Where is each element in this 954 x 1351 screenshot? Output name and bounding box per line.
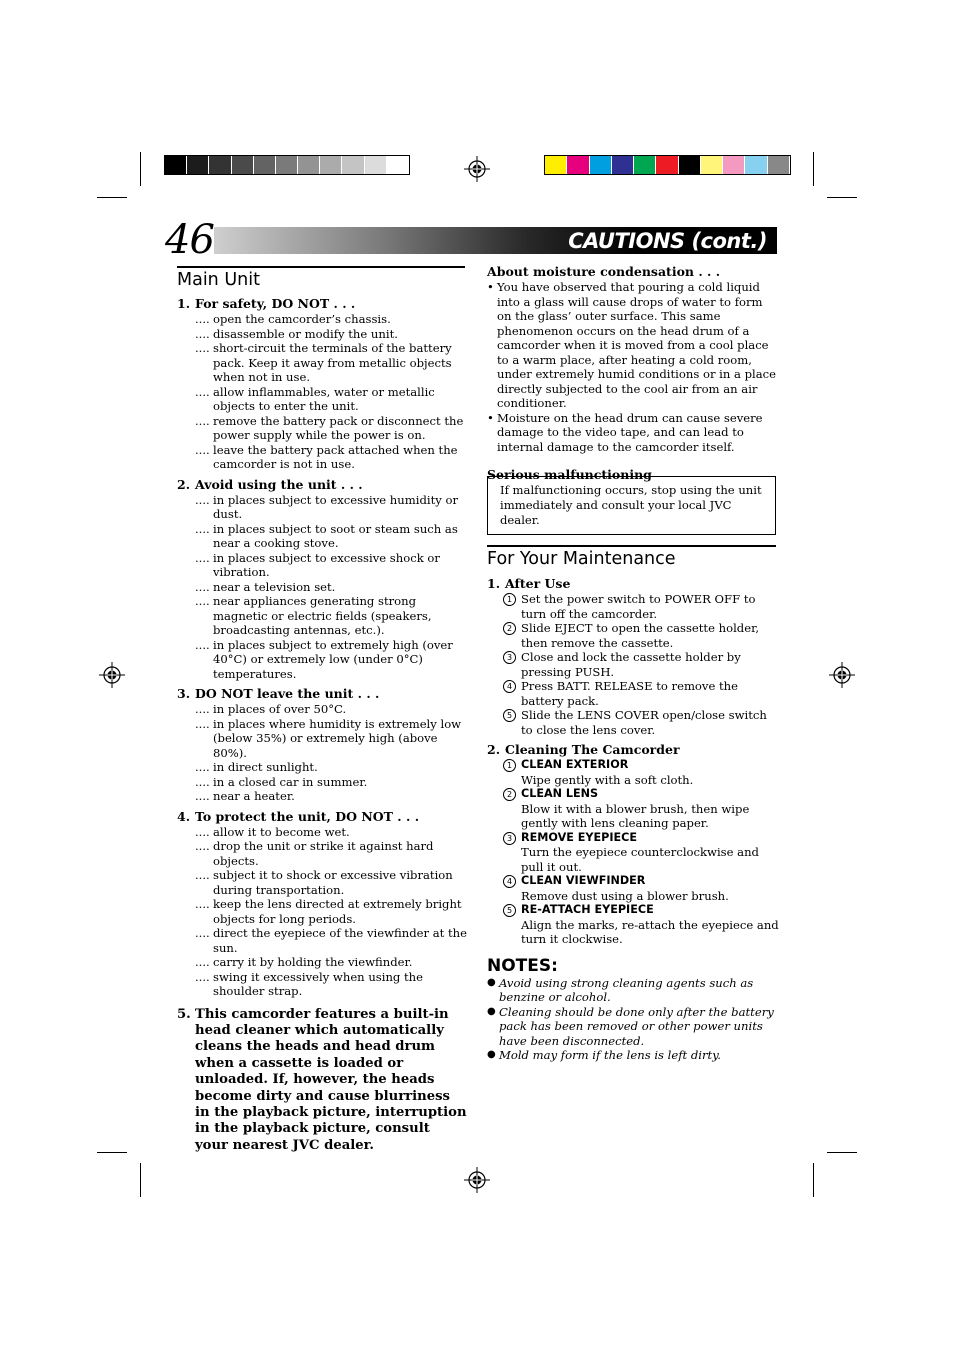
gray-swatch xyxy=(276,156,298,174)
caution-item xyxy=(177,312,467,327)
dot-leader: .... xyxy=(195,442,210,457)
step-heading: RE-ATTACH EYEPIECE xyxy=(521,903,654,916)
maintenance-subtitle-text: Cleaning The Camcorder xyxy=(505,742,680,757)
caution-group xyxy=(177,809,467,999)
maintenance-step xyxy=(487,621,779,650)
caution-item-text: subject it to shock or excessive vibration during transportation. xyxy=(213,868,453,897)
dot-leader: .... xyxy=(195,839,210,853)
step-text: Press BATT. RELEASE to remove the battery pack. xyxy=(521,679,738,708)
step-number-icon: 1 xyxy=(503,593,516,606)
caution-item xyxy=(177,970,467,999)
gray-scale-bar xyxy=(164,155,410,175)
registration-mark-icon xyxy=(99,662,125,688)
caution-item xyxy=(177,839,467,868)
caution-item-text: in places subject to extremely high (over 40°C) or extremely low (under 0°C) temperatures. xyxy=(213,637,453,681)
gray-swatch xyxy=(254,156,276,174)
caution-item-text: direct the eyepiece of the viewfinder at the sun. xyxy=(213,926,467,955)
step-number-icon: 4 xyxy=(503,875,516,888)
note-item xyxy=(487,1048,779,1063)
registration-mark-icon xyxy=(464,156,490,182)
caution-item-text: near a heater. xyxy=(213,789,295,803)
caution-item-text: in places where humidity is extremely low (below 35%) or extremely high (above 80%). xyxy=(213,716,462,760)
crop-mark xyxy=(140,1163,141,1197)
caution-item-text: allow inflammables, water or metallic objects to enter the unit. xyxy=(213,384,435,413)
step-text: Blow it with a blower brush, then wipe gently with lens cleaning paper. xyxy=(521,801,750,830)
color-swatch xyxy=(545,156,567,174)
crop-mark xyxy=(813,152,814,186)
maintenance-heading: For Your Maintenance xyxy=(487,545,776,571)
crop-mark xyxy=(827,1152,857,1153)
note-text: Avoid using strong cleaning agents such as benzine or alcohol. xyxy=(499,975,754,1004)
caution-item-text: swing it excessively when using the shoulder strap. xyxy=(213,969,424,998)
crop-mark xyxy=(97,1152,127,1153)
maintenance-step xyxy=(487,831,779,875)
caution-item-text: in places subject to excessive humidity or dust. xyxy=(213,492,458,521)
maintenance-subtitle xyxy=(487,576,779,592)
caution-item xyxy=(177,789,467,804)
main-unit-heading: Main Unit xyxy=(177,266,465,292)
step-heading: CLEAN VIEWFINDER xyxy=(521,874,646,887)
head-cleaner-note xyxy=(177,1007,467,1155)
step-text: Wipe gently with a soft cloth. xyxy=(521,772,694,787)
malfunction-box: If malfunctioning occurs, stop using the unit immediately and consult your local JVC dealer. xyxy=(487,476,776,535)
gray-swatch xyxy=(320,156,342,174)
caution-item xyxy=(177,551,467,580)
maintenance-subtitle-text: After Use xyxy=(505,576,571,591)
dot-leader: .... xyxy=(195,969,210,984)
step-number-icon: 3 xyxy=(503,832,516,845)
caution-item-text: disassemble or modify the unit. xyxy=(213,326,398,341)
note-item xyxy=(487,1005,779,1049)
notes-title: NOTES: xyxy=(487,955,558,976)
color-swatch xyxy=(567,156,589,174)
caution-item-text: near a television set. xyxy=(213,579,336,594)
dot-leader: .... xyxy=(195,521,210,536)
caution-item xyxy=(177,775,467,790)
moisture-paragraph xyxy=(487,411,779,455)
caution-item-text: in places subject to soot or steam such as near a cooking stove. xyxy=(213,521,458,550)
note-text: Mold may form if the lens is left dirty. xyxy=(499,1048,721,1062)
moisture-paragraph xyxy=(487,280,779,411)
step-text: Slide the LENS COVER open/close switch to close the lens cover. xyxy=(521,708,767,737)
caution-item xyxy=(177,522,467,551)
dot-leader: .... xyxy=(195,637,210,652)
dot-leader: .... xyxy=(195,897,210,911)
caution-item xyxy=(177,868,467,897)
maintenance-step xyxy=(487,758,779,787)
note-text: Cleaning should be done only after the battery pack has been removed or other power units have been disconnected. xyxy=(499,1004,774,1048)
dot-leader: .... xyxy=(195,955,210,969)
color-swatch xyxy=(745,156,767,174)
gray-swatch xyxy=(387,156,409,174)
page-number: 46 xyxy=(165,217,214,263)
dot-leader: .... xyxy=(195,926,210,940)
step-text: Align the marks, re-attach the eyepiece and turn it clockwise. xyxy=(521,917,779,946)
caution-item xyxy=(177,443,467,472)
caution-item xyxy=(177,385,467,414)
step-text: Set the power switch to POWER OFF to turn off the camcorder. xyxy=(521,592,756,621)
maintenance-step xyxy=(487,903,779,947)
dot-leader: .... xyxy=(195,326,210,341)
caution-item-text: leave the battery pack attached when the camcorder is not in use. xyxy=(213,442,458,471)
gray-swatch xyxy=(187,156,209,174)
dot-leader: .... xyxy=(195,702,210,716)
step-number-icon: 5 xyxy=(503,709,516,722)
malfunction-title: Serious malfunctioning xyxy=(487,467,652,482)
caution-item-text: in a closed car in summer. xyxy=(213,774,368,789)
step-number-icon: 2 xyxy=(503,788,516,801)
step-text: Remove dust using a blower brush. xyxy=(521,888,729,903)
caution-item-text: drop the unit or strike it against hard objects. xyxy=(213,839,434,868)
step-text: Close and lock the cassette holder by pressing PUSH. xyxy=(521,650,741,679)
moisture-text: Moisture on the head drum can cause severe damage to the video tape, and can lead to internal damage to the camcorder itself. xyxy=(497,410,763,454)
dot-leader: .... xyxy=(195,594,210,608)
dot-leader: .... xyxy=(195,341,210,355)
crop-mark xyxy=(827,197,857,198)
maintenance-step xyxy=(487,708,779,737)
caution-item-text: short-circuit the terminals of the battery pack. Keep it away from metallic objects when not in use. xyxy=(213,341,452,384)
caution-item xyxy=(177,341,467,385)
head-cleaner-text: This camcorder features a built-in head cleaner which automatically cleans the heads and head drum when a cassette is loaded or unloaded. If, however, the heads become dirty and cause blurriness in the playback picture, interruption in the playback picture, consult your nearest JVC dealer. xyxy=(195,1006,467,1153)
gray-swatch xyxy=(165,156,187,174)
bullet: • xyxy=(487,280,494,294)
dot-leader: .... xyxy=(195,579,210,594)
dot-leader: .... xyxy=(195,760,210,774)
item-number: 2. xyxy=(487,742,501,757)
moisture-text: You have observed that pouring a cold liquid into a glass will cause drops of water to form on the glass’ outer surface. This same phenomenon occurs on the head drum of a camcorder when it is moved from a cool place to a warm place, after heating a cold room, under extremely humid conditions or in a place directly subjected to the cool air from an air conditioner. xyxy=(497,280,777,410)
caution-item-text: carry it by holding the viewfinder. xyxy=(213,955,413,969)
dot-leader: .... xyxy=(195,384,210,399)
caution-group xyxy=(177,296,467,472)
gray-swatch xyxy=(365,156,387,174)
maintenance-step xyxy=(487,874,779,903)
caution-item-text: keep the lens directed at extremely bright objects for long periods. xyxy=(213,897,462,926)
step-number-icon: 1 xyxy=(503,759,516,772)
step-text: Turn the eyepiece counterclockwise and pull it out. xyxy=(521,845,759,874)
gray-swatch xyxy=(232,156,254,174)
dot-leader: .... xyxy=(195,716,210,731)
crop-mark xyxy=(813,1163,814,1197)
caution-item xyxy=(177,638,467,682)
step-number-icon: 4 xyxy=(503,680,516,693)
color-swatch xyxy=(679,156,701,174)
gray-swatch xyxy=(298,156,320,174)
item-number: 5. xyxy=(177,1006,191,1022)
bullet-icon: ● xyxy=(487,976,496,988)
color-swatch xyxy=(634,156,656,174)
caution-item xyxy=(177,580,467,595)
step-heading: REMOVE EYEPIECE xyxy=(521,830,638,844)
page-header-bar xyxy=(214,227,777,254)
caution-number: 4. xyxy=(177,808,191,824)
caution-item-text: in places subject to excessive shock or vibration. xyxy=(213,550,440,579)
note-item xyxy=(487,976,779,1005)
dot-leader: .... xyxy=(195,492,210,507)
caution-item xyxy=(177,717,467,761)
caution-item xyxy=(177,594,467,638)
caution-title xyxy=(177,296,467,312)
dot-leader: .... xyxy=(195,774,210,789)
step-number-icon: 2 xyxy=(503,622,516,635)
bullet: • xyxy=(487,410,494,425)
bullet-icon: ● xyxy=(487,1049,496,1060)
caution-item xyxy=(177,493,467,522)
caution-item xyxy=(177,955,467,970)
caution-title-text: DO NOT leave the unit . . . xyxy=(195,686,380,701)
dot-leader: .... xyxy=(195,824,210,839)
dot-leader: .... xyxy=(195,550,210,565)
caution-item-text: in direct sunlight. xyxy=(213,760,318,774)
caution-title-text: For safety, DO NOT . . . xyxy=(195,296,356,311)
bullet-icon: ● xyxy=(487,1005,496,1017)
crop-mark xyxy=(97,197,127,198)
color-swatch xyxy=(612,156,634,174)
caution-number: 1. xyxy=(177,296,191,311)
color-calibration-bar xyxy=(544,155,791,175)
page-title: CAUTIONS (cont.) xyxy=(568,229,767,253)
gray-swatch xyxy=(342,156,364,174)
maintenance-step xyxy=(487,787,779,831)
caution-item-text: remove the battery pack or disconnect the power supply while the power is on. xyxy=(213,413,464,442)
color-swatch xyxy=(701,156,723,174)
caution-item-text: in places of over 50°C. xyxy=(213,702,347,716)
step-heading: CLEAN EXTERIOR xyxy=(521,758,629,771)
maintenance-column xyxy=(487,576,779,1063)
item-number: 1. xyxy=(487,576,501,591)
caution-title-text: To protect the unit, DO NOT . . . xyxy=(195,808,420,824)
step-heading: CLEAN LENS xyxy=(521,787,599,800)
color-swatch xyxy=(723,156,745,174)
gray-swatch xyxy=(209,156,231,174)
caution-item xyxy=(177,825,467,840)
caution-group xyxy=(177,686,467,804)
caution-item-text: near appliances generating strong magnetic or electric fields (speakers, broadcasting antennas, etc.). xyxy=(213,594,432,637)
step-text: Slide EJECT to open the cassette holder, then remove the cassette. xyxy=(521,621,760,650)
dot-leader: .... xyxy=(195,789,210,803)
caution-item xyxy=(177,414,467,443)
dot-leader: .... xyxy=(195,868,210,882)
caution-title xyxy=(177,809,467,825)
maintenance-step xyxy=(487,592,779,621)
spacer xyxy=(487,947,779,956)
main-unit-column xyxy=(177,296,467,1154)
maintenance-subtitle xyxy=(487,742,779,758)
caution-item xyxy=(177,760,467,775)
caution-item xyxy=(177,327,467,342)
caution-title-text: Avoid using the unit . . . xyxy=(195,476,363,492)
registration-mark-icon xyxy=(829,662,855,688)
caution-title xyxy=(177,686,467,702)
color-swatch xyxy=(656,156,678,174)
caution-title xyxy=(177,477,467,493)
color-swatch xyxy=(768,156,790,174)
caution-item xyxy=(177,926,467,955)
crop-mark xyxy=(140,152,141,186)
caution-item xyxy=(177,702,467,717)
maintenance-step xyxy=(487,650,779,679)
caution-item-text: open the camcorder’s chassis. xyxy=(213,312,391,326)
caution-group xyxy=(177,477,467,682)
caution-number: 2. xyxy=(177,476,191,492)
color-swatch xyxy=(590,156,612,174)
registration-mark-icon xyxy=(464,1167,490,1193)
moisture-title: About moisture condensation . . . xyxy=(487,264,721,279)
moisture-section xyxy=(487,264,779,483)
caution-item-text: allow it to become wet. xyxy=(213,824,350,839)
caution-number: 3. xyxy=(177,686,191,701)
step-number-icon: 3 xyxy=(503,651,516,664)
step-number-icon: 5 xyxy=(503,904,516,917)
dot-leader: .... xyxy=(195,312,210,326)
caution-item xyxy=(177,897,467,926)
dot-leader: .... xyxy=(195,413,210,428)
maintenance-step xyxy=(487,679,779,708)
